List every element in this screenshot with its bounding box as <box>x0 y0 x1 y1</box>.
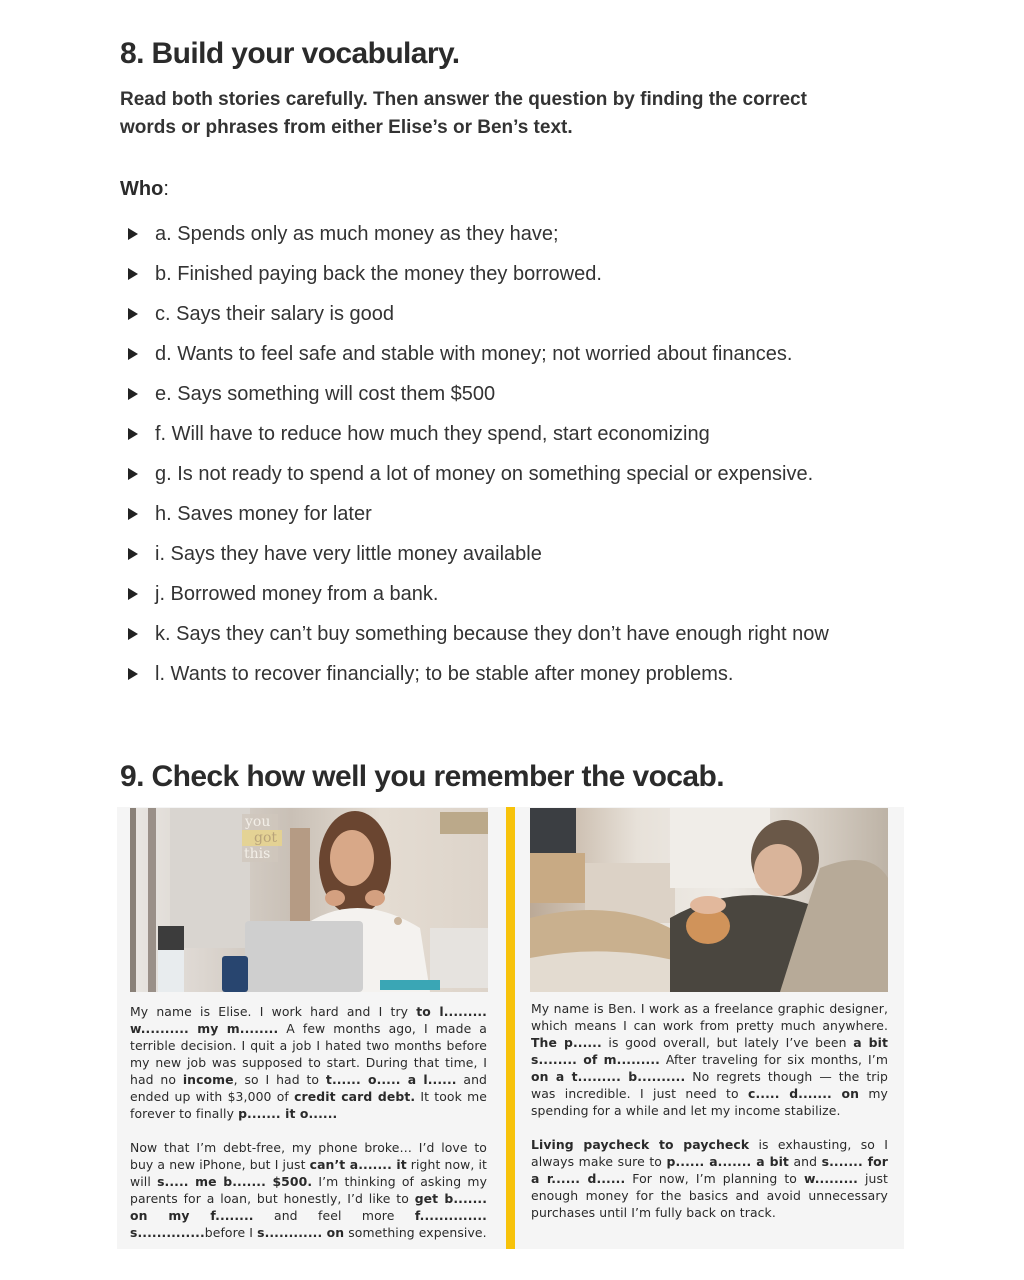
vocab-blank: p...... a....... a bit <box>666 1154 789 1169</box>
story-text: and feel more <box>253 1208 415 1223</box>
question-item[interactable] <box>128 614 829 654</box>
disclosure-triangle-icon[interactable] <box>128 628 138 640</box>
disclosure-triangle-icon[interactable] <box>128 228 138 240</box>
story-text: Now that I’m debt-free, my phone broke… I’d love to buy a new iPhone, but I just <box>130 1140 487 1172</box>
story-text: before I <box>204 1225 258 1240</box>
hand-left <box>325 890 345 906</box>
vocab-blank: s............ on <box>257 1225 345 1240</box>
elise-story <box>130 1003 487 1258</box>
question-text: e. Says something will cost them $500 <box>155 382 496 405</box>
disclosure-triangle-icon[interactable] <box>128 428 138 440</box>
elise-paragraph-1 <box>130 1003 487 1122</box>
question-item[interactable] <box>128 214 829 254</box>
story-text: No regrets though — the trip was incredible. I just need to <box>531 1069 888 1101</box>
vocab-blank: c..... d....... on <box>748 1086 860 1101</box>
question-item[interactable] <box>128 254 829 294</box>
radiator <box>430 928 488 988</box>
story-text: is exhausting, so I always make sure to <box>531 1137 888 1169</box>
story-text: My name is Ben. I work as a freelance graphic designer, which means I can work from pretty much anywhere. <box>531 1001 888 1033</box>
who-label <box>120 178 169 201</box>
hands <box>690 896 726 914</box>
vocab-blank: s..... me b....... $500. <box>157 1174 313 1189</box>
question-text: i. Says they have very little money available <box>155 542 542 565</box>
mug <box>222 956 248 992</box>
sign-word-got: got <box>254 830 278 846</box>
vocab-blank: can’t a....... it <box>309 1157 407 1172</box>
face <box>330 830 374 886</box>
yellow-divider <box>506 807 515 1249</box>
story-text: right now, it will <box>130 1157 487 1189</box>
disclosure-triangle-icon[interactable] <box>128 348 138 360</box>
story-text: I’m thinking of asking my parents for a loan, but honestly, I’d like to <box>130 1174 488 1206</box>
question-text: a. Spends only as much money as they have; <box>155 222 559 245</box>
wall-picture <box>440 812 488 834</box>
question-item[interactable] <box>128 654 829 694</box>
ben-photo-illustration <box>530 808 888 992</box>
story-text: After traveling for six months, I’m <box>659 1052 888 1067</box>
sign-word-you: you <box>245 814 271 830</box>
vocab-blank: income <box>182 1072 234 1087</box>
story-text: It took me forever to finally <box>130 1089 487 1121</box>
story-text: and ended up with $3,000 of <box>130 1072 487 1104</box>
disclosure-triangle-icon[interactable] <box>128 548 138 560</box>
section-9-title: 9. Check how well you remember the vocab. <box>120 760 724 793</box>
question-item[interactable] <box>128 454 829 494</box>
pencil-holder <box>158 948 184 992</box>
story-text: , so I had to <box>233 1072 326 1087</box>
face <box>754 844 802 896</box>
story-text: my spending for a while and let my income stabilize. <box>531 1086 888 1118</box>
question-text: h. Saves money for later <box>155 502 372 525</box>
story-text: A few months ago, I made a terrible decision. I quit a job I hated two months before my new job was supposed to start. During that time, I had no <box>130 1021 487 1087</box>
vocab-blank: Living paycheck to paycheck <box>531 1137 750 1152</box>
disclosure-triangle-icon[interactable] <box>128 588 138 600</box>
elise-paragraph-2 <box>130 1139 487 1241</box>
tv-screen <box>530 808 576 853</box>
disclosure-triangle-icon[interactable] <box>128 388 138 400</box>
vocab-blank: p....... it o...... <box>238 1106 338 1121</box>
question-item[interactable] <box>128 414 829 454</box>
elise-photo <box>130 808 488 992</box>
question-text: d. Wants to feel safe and stable with money; not worried about finances. <box>155 342 793 365</box>
disclosure-triangle-icon[interactable] <box>128 508 138 520</box>
question-text: k. Says they can’t buy something because they don’t have enough right now <box>155 622 829 645</box>
disclosure-triangle-icon[interactable] <box>128 268 138 280</box>
disclosure-triangle-icon[interactable] <box>128 308 138 320</box>
story-text: is good overall, but lately I’ve been <box>601 1035 854 1050</box>
question-item[interactable] <box>128 334 829 374</box>
ben-photo <box>530 808 888 992</box>
question-text: l. Wants to recover financially; to be stable after money problems. <box>155 662 734 685</box>
question-list <box>128 214 829 694</box>
ben-paragraph-1 <box>531 1000 888 1119</box>
wooden-shelf <box>530 853 585 903</box>
notebook <box>380 980 440 990</box>
question-item[interactable] <box>128 374 829 414</box>
who-colon: : <box>163 178 169 200</box>
question-text: g. Is not ready to spend a lot of money on something special or expensive. <box>155 462 814 485</box>
vocab-blank: f.............. s.............. <box>130 1208 487 1240</box>
disclosure-triangle-icon[interactable] <box>128 668 138 680</box>
ben-story <box>531 1000 888 1238</box>
question-item[interactable] <box>128 294 829 334</box>
vocab-blank: get b....... on my f........ <box>130 1191 487 1223</box>
section-8-title: 8. Build your vocabulary. <box>120 37 460 70</box>
question-text: b. Finished paying back the money they borrowed. <box>155 262 602 285</box>
vocab-blank: The p...... <box>531 1035 602 1050</box>
laptop <box>245 921 363 992</box>
pencils <box>158 926 184 950</box>
sign-word-this: this <box>244 846 271 862</box>
hand-right <box>365 890 385 906</box>
question-text: j. Borrowed money from a bank. <box>155 582 439 605</box>
vocab-blank: w......... <box>803 1171 858 1186</box>
question-text: c. Says their salary is good <box>155 302 394 325</box>
story-text: and <box>788 1154 822 1169</box>
elise-photo-illustration <box>130 808 488 992</box>
vocab-blank: a bit s........ of m......... <box>531 1035 888 1067</box>
vocab-blank: t...... o..... a l...... <box>325 1072 457 1087</box>
story-text: For now, I’m planning to <box>625 1171 804 1186</box>
section-8-instructions: Read both stories carefully. Then answer the question by finding the correct words or phrases from either Elise’s or Ben’s text. <box>120 89 807 138</box>
question-item[interactable] <box>128 494 829 534</box>
question-item[interactable] <box>128 574 829 614</box>
vocab-blank: on a t......... b.......... <box>531 1069 686 1084</box>
story-text: My name is Elise. I work hard and I try <box>130 1004 417 1019</box>
story-text: something expensive. <box>344 1225 487 1240</box>
question-item[interactable] <box>128 534 829 574</box>
watch <box>394 917 402 925</box>
disclosure-triangle-icon[interactable] <box>128 468 138 480</box>
window-frame-2 <box>148 808 156 992</box>
vocab-blank: s....... for a r...... d...... <box>531 1154 888 1186</box>
vocab-blank: credit card debt. <box>294 1089 416 1104</box>
story-text: just enough money for the basics and avoid unnecessary purchases until I’m fully back on track. <box>531 1171 888 1220</box>
window-frame <box>130 808 136 992</box>
ben-paragraph-2 <box>531 1136 888 1221</box>
vocab-blank: to l......... w.......... my m........ <box>130 1004 487 1036</box>
question-text: f. Will have to reduce how much they spend, start economizing <box>155 422 710 445</box>
who-word: Who <box>120 178 164 200</box>
